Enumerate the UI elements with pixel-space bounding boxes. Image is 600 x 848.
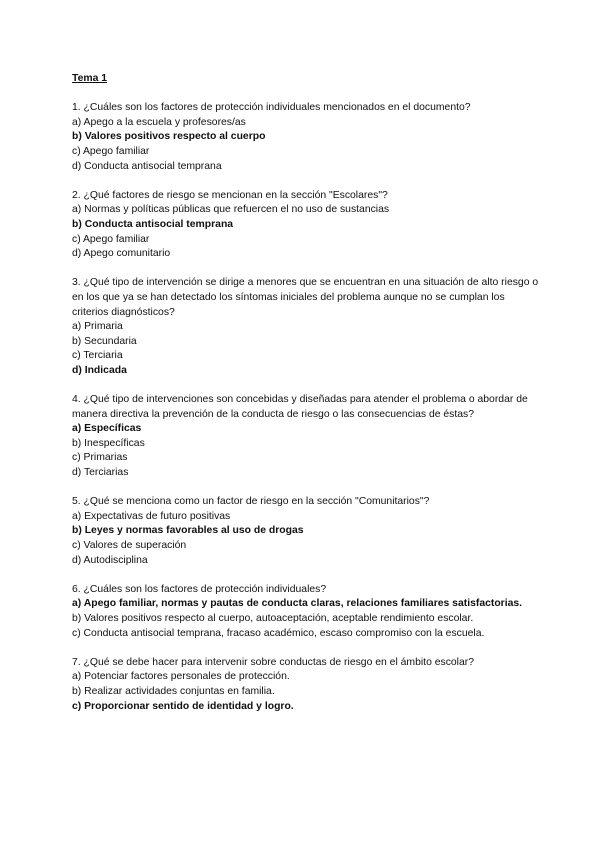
option-b: b) Secundaria (72, 335, 137, 347)
option-c: c) Apego familiar (72, 233, 150, 245)
option-a: a) Apego a la escuela y profesores/as (72, 116, 246, 128)
option-d-correct: d) Indicada (72, 364, 127, 376)
option-b-correct: b) Leyes y normas favorables al uso de drogas (72, 525, 304, 537)
question-text: 5. ¿Qué se menciona como un factor de riesgo en la sección "Comunitarios"? (72, 496, 430, 508)
option-c: c) Apego familiar (72, 145, 150, 157)
option-d: d) Terciarias (72, 467, 129, 479)
option-d: d) Conducta antisocial temprana (72, 160, 222, 172)
option-b: b) Inespecíficas (72, 437, 145, 449)
option-a: a) Potenciar factores personales de protección. (72, 671, 290, 683)
page-title: Tema 1 (72, 73, 108, 84)
option-c: c) Valores de superación (72, 540, 187, 551)
option-c: c) Primarias (72, 452, 128, 464)
option-c: c) Terciaria (72, 350, 123, 362)
document-page (72, 72, 542, 729)
option-b: b) Realizar actividades conjuntas en familia. (72, 685, 275, 697)
option-d: d) Apego comunitario (72, 248, 171, 260)
question-6 (72, 583, 542, 641)
question-5 (72, 495, 542, 568)
question-text: 7. ¿Qué se debe hacer para intervenir sobre conductas de riesgo en el ámbito escolar? (72, 656, 475, 668)
option-c: c) Conducta antisocial temprana, fracaso académico, escaso compromiso con la escuela. (72, 627, 485, 639)
option-b-correct: b) Valores positivos respecto al cuerpo (72, 131, 266, 143)
question-1 (72, 101, 542, 174)
question-7 (72, 656, 542, 714)
question-2 (72, 189, 542, 262)
option-b-correct: b) Conducta antisocial temprana (72, 218, 234, 230)
option-a: a) Primaria (72, 321, 123, 333)
option-a: a) Expectativas de futuro positivas (72, 510, 231, 522)
option-d: d) Autodisciplina (72, 554, 148, 566)
option-a-correct: a) Específicas (72, 423, 142, 435)
question-text: 2. ¿Qué factores de riesgo se mencionan en la sección "Escolares"? (72, 189, 388, 201)
question-text: 3. ¿Qué tipo de intervención se dirige a menores que se encuentran en una situación de alto riesgo o en los que ya se han detectado los síntomas iniciales del problema aunque no se cumplan los criterios diagnósticos? (72, 277, 539, 318)
question-text: 4. ¿Qué tipo de intervenciones son concebidas y diseñadas para atender el problema o abordar de manera directiva la prevención de la conducta de riesgo o las consecuencias de éstas? (72, 394, 528, 420)
option-a-correct: a) Apego familiar, normas y pautas de conducta claras, relaciones familiares satisfactorias. (72, 598, 523, 610)
option-c-correct: c) Proporcionar sentido de identidad y logro. (72, 700, 294, 712)
option-a: a) Normas y políticas públicas que refuercen el no uso de sustancias (72, 204, 390, 216)
question-text: 6. ¿Cuáles son los factores de protección individuales? (72, 583, 327, 595)
question-text: 1. ¿Cuáles son los factores de protección individuales mencionados en el documento? (72, 102, 471, 114)
option-b: b) Valores positivos respecto al cuerpo, autoaceptación, aceptable rendimiento escolar. (72, 612, 474, 624)
question-3 (72, 276, 542, 378)
question-4 (72, 393, 542, 481)
